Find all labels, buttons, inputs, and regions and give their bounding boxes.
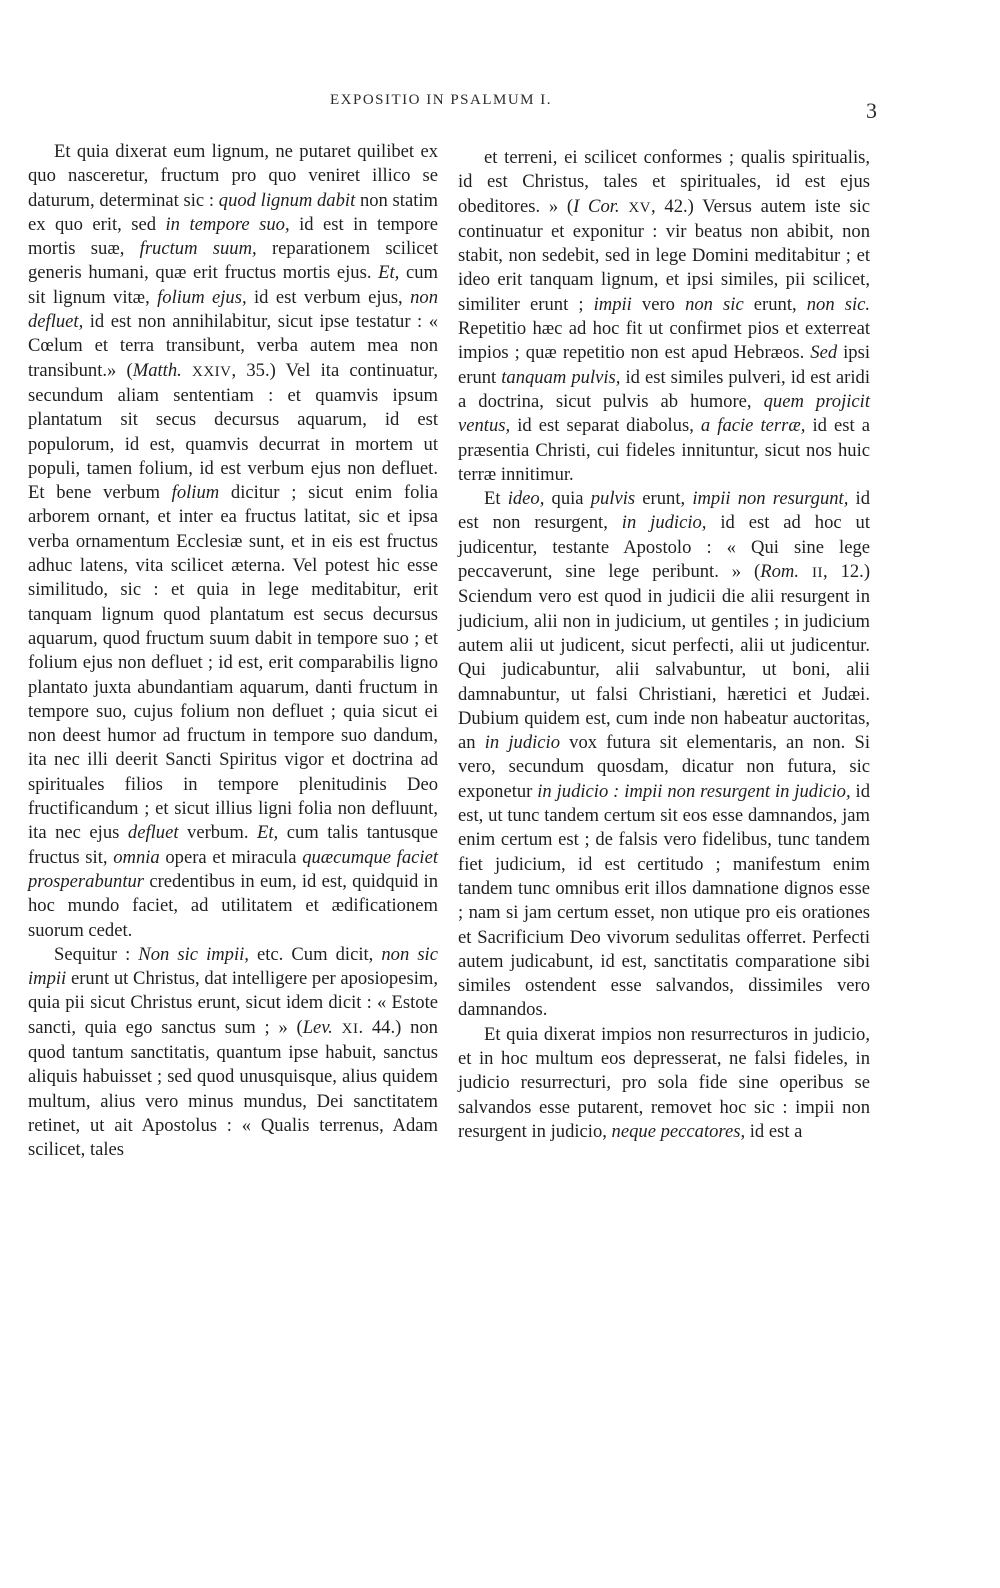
italic-text: tanquam pulvis,	[501, 366, 621, 388]
text-run	[799, 561, 812, 582]
italic-text: Non sic impii,	[138, 943, 249, 965]
italic-text: Matth.	[132, 359, 182, 381]
italic-text: Sed	[810, 342, 838, 364]
text-run: id est non annihilabitur, sicut ipse testatur : « Cœlum et terra transibunt, verba autem mea non transibunt.» (	[28, 311, 438, 381]
text-run: II	[811, 565, 823, 582]
italic-text: neque peccatores,	[611, 1120, 746, 1142]
text-run: vox futura sit elementaris, an non. Si vero, secundum quosdam, dicatur non futura, sic exponetur	[458, 732, 870, 802]
italic-text: impii	[593, 293, 632, 315]
text-run: id est similes pulveri, id est aridi a doctrina, sicut pulvis ab humore,	[458, 366, 870, 412]
text-run: credentibus in eum, id est, quidquid in hoc mundo faciet, ad utilitatem et ædificationem suorum cedet.	[28, 870, 438, 941]
italic-text: in judicio,	[621, 512, 707, 534]
text-run: etc. Cum dicit,	[248, 943, 382, 965]
text-run	[620, 196, 629, 217]
text-run: quia	[544, 488, 591, 510]
italic-text: Lev.	[302, 1016, 333, 1038]
italic-text: quod lignum dabit	[218, 189, 356, 211]
italic-text: folium	[171, 482, 220, 504]
text-run: vero	[631, 293, 686, 315]
paragraph	[28, 943, 438, 1163]
text-run: id est a præsentia Christi, cui fideles innituntur, sicut nos huic terræ innitimur.	[458, 415, 871, 485]
running-title: EXPOSITIO IN PSALMUM I.	[330, 92, 553, 108]
italic-text: pulvis	[590, 488, 636, 510]
text-run	[182, 360, 192, 381]
text-run: id est a	[745, 1120, 803, 1142]
italic-text: defluet	[127, 822, 179, 844]
italic-text: non defluet,	[28, 286, 438, 333]
text-run: erunt,	[635, 488, 693, 510]
italic-text: fructum suum,	[139, 238, 257, 260]
text-run: id est ad hoc ut judicentur, testante Apostolo : « Qui sine lege peccaverunt, sine lege peribunt. » (	[458, 512, 870, 583]
italic-text: omnia	[113, 846, 160, 868]
page-number: 3	[866, 98, 877, 123]
italic-text: in judicio : impii non resurgent in judicio,	[537, 780, 851, 802]
paragraph	[458, 1023, 870, 1144]
text-run: , 35.) Vel ita continuatur, secundum aliam sententiam : et quamvis ipsum plantatum sit secus decursus aquarum, id est populorum, id est, quamvis decurrat in mortem ut populi, tamen folium, id est verbum ejus non defluet. Et bene verbum	[28, 359, 439, 504]
text-run: non statim ex quo erit, sed	[28, 189, 439, 235]
text-run: et terreni, ei scilicet conformes ; qualis spiritualis, id est Christus, tales et spirituales, id est ejus obeditores. » (	[458, 147, 870, 217]
text-run: XI	[341, 1020, 359, 1037]
text-run: ipsi erunt	[458, 342, 870, 388]
text-run: id est, ut tunc tandem certum sit eos esse damnandos, jam enim certum est ; de falsis vero fidelibus, tunc tandem fiet judicium, id est certitudo ; manifestum enim tandem tunc omnibus erit illos damnatione dignos esse ; nam si jam certum esset, non utique pro eis orationes et Sacrificium Deo vivorum sedulitas offerret. Perfecti autem judicabunt, id est, sanctitatis comparatione sibi similes ostendent esse salvandos, dissimiles vero damnandos.	[458, 780, 870, 1021]
paragraph	[458, 487, 870, 1023]
text-run: id est non resurgent,	[458, 488, 870, 534]
text-run: Et quia dixerat eum lignum, ne putaret quilibet ex quo nasceretur, fructum pro quo veniret illico se daturum, determinat sic :	[28, 141, 438, 211]
italic-text: in tempore suo,	[165, 213, 290, 235]
italic-text: impii non resurgunt,	[692, 488, 849, 510]
italic-text: a facie terræ,	[700, 415, 806, 437]
text-run	[333, 1017, 342, 1038]
text-run: id est separat diabolus,	[510, 415, 701, 437]
text-run: Sequitur :	[54, 943, 139, 965]
text-run: erunt ut Christus, dat intelligere per aposiopesim, quia pii sicut Christus erunt, sicut idem dicit : « Estote sancti, quia ego sanctus sum ; » (	[28, 968, 438, 1038]
text-run: cum sit lignum vitæ,	[28, 262, 438, 308]
text-run: Et	[484, 488, 508, 510]
italic-text: non sic.	[806, 293, 871, 315]
text-run: dicitur ; sicut enim folia arborem ornant, et inter ea fructus latitat, sic et ipsa verba ornamentum Ecclesiæ sunt, et in eis est fructus adhuc latens, vita scilicet æterna. Vel potest hic esse similitudo, sic : et quia in lege meditabitur, erit tanquam lignum quod plantatum est secus decursus aquarum, quod fructum suum dabit in tempore suo ; et folium ejus non defluet ; id est, erit comparabilis ligno plantato juxta abundantiam aquarum, danti fructum in tempore suo, cujus folium non defluet ; quia sicut ei non deest humor ad fructum in tempore suo dandum, ita nec illi deerit Sancti Spiritus vigor et doctrina ad spirituales filios in tempore plenitudinis Deo fructificandum ; et sicut illius ligni folia non defluunt, ita nec ejus	[28, 482, 438, 844]
italic-text: quæcumque faciet prosperabuntur	[28, 846, 438, 892]
text-run: XV	[628, 199, 651, 216]
text-run: opera et miracula	[159, 846, 303, 868]
right-column	[458, 146, 870, 1144]
text-run: verbum.	[178, 822, 257, 844]
italic-text: Et,	[378, 262, 400, 284]
left-column	[28, 140, 438, 1162]
italic-text: Et,	[256, 822, 279, 844]
italic-text: quem projicit ventus,	[458, 390, 870, 437]
text-run: cum talis tantusque fructus sit,	[28, 822, 438, 868]
text-run: . 44.) non quod tantum sanctitatis, quantum ipse habuit, sanctus aliquis habuisset ; sed quod unusquisque, alius quidem multum, alius vero minus mundus, Dei sanctitatem retinet, ut ait Apostolus : « Qualis terrenus, Adam scilicet, tales	[28, 1016, 438, 1161]
italic-text: folium ejus,	[157, 286, 247, 308]
italic-text: non sic	[685, 293, 744, 315]
text-run: Repetitio hæc ad hoc fit ut confirmet pios et exterreat impios ; quæ repetitio non est apud Hebræos.	[458, 318, 870, 364]
text-run: id est verbum ejus,	[246, 286, 411, 308]
text-run: erunt,	[743, 293, 807, 315]
text-run: , 12.) Sciendum vero est quod in judicii die alii resurgent in judicium, alii non in judicium, ut gentiles ; in judicium autem alii ut judicent, sicut perfecti, alii ut judicentur. Qui judicabuntur, alii salvabuntur, ut boni, alii damnabuntur, ut falsi Christiani, hæretici et Judæi. Dubium quidem est, cum inde non habeatur auctoritas, an	[458, 561, 871, 754]
text-run: id est in tempore mortis suæ,	[28, 213, 438, 260]
italic-text: ideo,	[507, 488, 545, 510]
paragraph	[458, 146, 870, 487]
text-run: , 42.) Versus autem iste sic continuatur et exponitur : vir beatus non abibit, non stabit, non sedebit, sed in lege Domini meditabitur ; et ideo erit tanquam lignum, et ipsi similes, pii scilicet, similiter erunt ;	[458, 195, 870, 315]
italic-text: I Cor.	[573, 195, 620, 217]
text-run: XXIV	[192, 363, 232, 380]
italic-text: Rom.	[760, 561, 799, 583]
italic-text: in judicio	[484, 732, 561, 754]
text-run: reparationem scilicet generis humani, quæ erit fructus mortis ejus.	[28, 238, 438, 284]
paragraph	[28, 140, 438, 943]
italic-text: non sic impii	[28, 943, 438, 990]
text-run: Et quia dixerat impios non resurrecturos in judicio, et in hoc multum eos depresserat, ne falsi fideles, in judicio resurrecturi, pro sola fide sine operibus se salvandos esse putarent, removet hoc sic : impii non resurgent in judicio,	[458, 1023, 870, 1142]
